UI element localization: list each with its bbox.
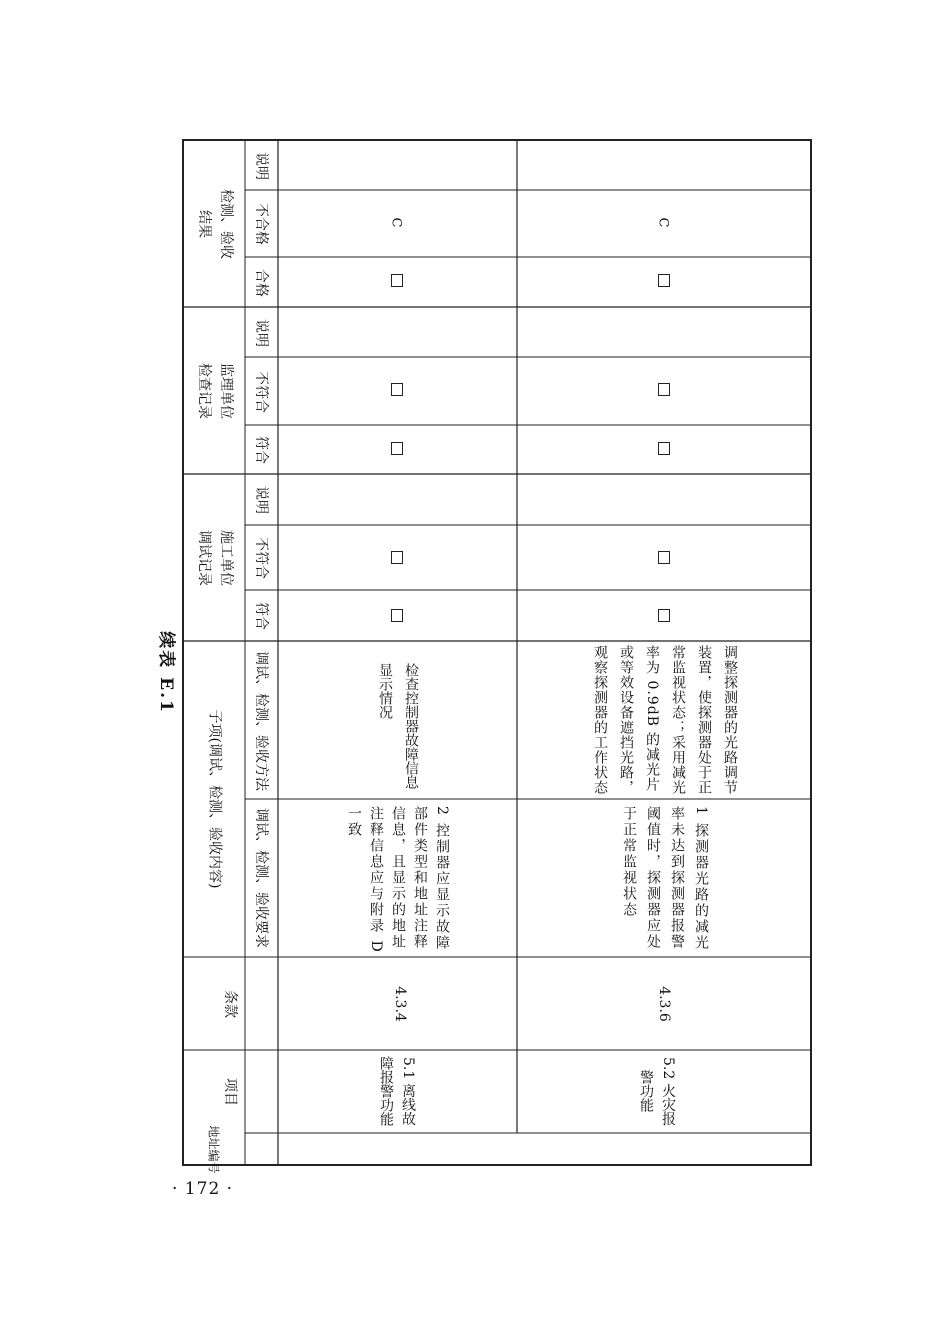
header-supervision-explain: 说明 (253, 318, 269, 347)
header-sub-item: 子项(调试、检测、验收内容) (206, 709, 222, 889)
header-inspection-fail: 不合格 (253, 203, 269, 245)
header-supervision-conform: 符合 (253, 436, 269, 464)
row-2-inspection-fail-mark: C (655, 217, 671, 227)
header-method: 调试、检测、验收方法 (253, 650, 269, 791)
header-requirement: 调试、检测、验收要求 (253, 808, 269, 948)
row-2-construction-nonconform-checkbox[interactable] (658, 551, 670, 564)
table-row-2-requirement: 1 探测器光路的减光率未达到探测器报警阈值时，探测器应处于正常监视状态 (621, 806, 709, 952)
header-supervision-nonconform: 不符合 (253, 370, 269, 413)
row-1-construction-conform-checkbox[interactable] (391, 609, 403, 622)
header-construction-explain: 说明 (253, 486, 269, 514)
header-project: 项目 (222, 1078, 238, 1106)
header-clause: 条款 (222, 990, 238, 1018)
row-2-supervision-nonconform-checkbox[interactable] (658, 383, 670, 396)
header-construction-conform: 符合 (253, 601, 269, 630)
page-number: · 172 · (172, 1179, 234, 1199)
header-inspection: 检测、验收 结果 (196, 189, 234, 259)
table-row-2-project: 5.2 火灾报警功能 (638, 1056, 676, 1126)
row-1-supervision-nonconform-checkbox[interactable] (391, 383, 403, 396)
header-inspection-pass: 合格 (253, 268, 269, 297)
row-2-construction-conform-checkbox[interactable] (658, 609, 670, 622)
row-1-inspection-pass-checkbox[interactable] (391, 274, 403, 287)
table-row-1-project: 5.1 离线故障报警功能 (378, 1056, 416, 1126)
row-2-supervision-conform-checkbox[interactable] (658, 442, 670, 455)
header-inspection-explain: 说明 (253, 151, 269, 180)
row-1-supervision-conform-checkbox[interactable] (391, 442, 403, 455)
table-row-1-method: 检查控制器故障信息显示情况 (377, 663, 419, 789)
table-row-1-requirement: 2 控制器应显示故障部件类型和地址注释信息，且显示的地址注释信息应与附录 D 一致 (346, 806, 450, 954)
header-supervision: 监理单位 检查记录 (196, 363, 234, 419)
header-address-no: 地址编号 (206, 1124, 221, 1174)
page-title: 续表 E.1 (155, 630, 176, 714)
row-2-inspection-pass-checkbox[interactable] (658, 274, 670, 287)
row-1-inspection-fail-mark: C (388, 217, 404, 227)
row-1-construction-nonconform-checkbox[interactable] (391, 551, 403, 564)
header-construction-nonconform: 不符合 (253, 537, 269, 579)
table-row-2-method: 调整探测器的光路调节装置，使探测器处于正常监视状态；采用减光率为 0.9dB 的减光片或等效设备遮挡光路，观察探测器的工作状态 (592, 645, 738, 795)
table-row-2-clause: 4.3.6 (656, 986, 672, 1022)
table-row-1-clause: 4.3.4 (392, 986, 408, 1022)
header-construction: 施工单位 调试记录 (196, 530, 234, 586)
